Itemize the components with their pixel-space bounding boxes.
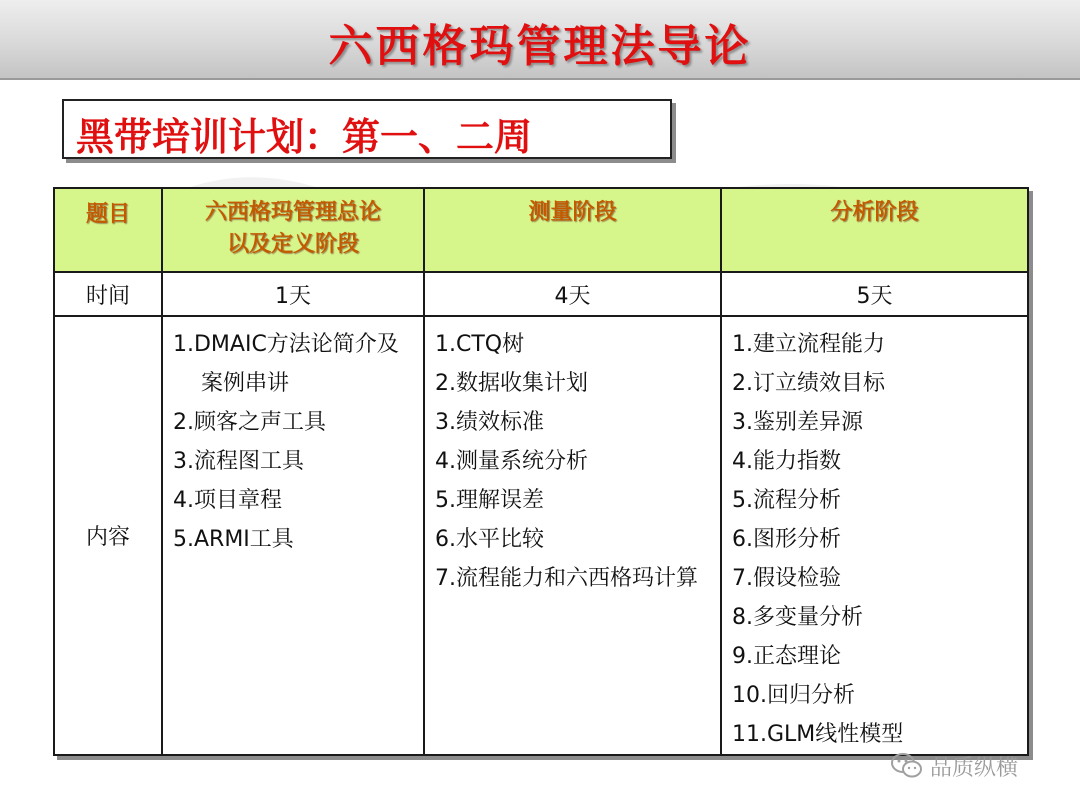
watermark-text: 品质纵横 <box>930 755 1019 781</box>
measure-item-list <box>435 325 714 598</box>
define-item-list <box>173 325 417 559</box>
list-item: 4.能力指数 <box>732 449 841 474</box>
list-item: 5.流程分析 <box>732 488 841 513</box>
page-title: 六西格玛管理法导论 <box>328 21 752 72</box>
subtitle-box <box>62 99 672 159</box>
time-label: 时间 <box>54 272 162 316</box>
list-item: 10.回归分析 <box>732 683 855 708</box>
list-item: 3.鉴别差异源 <box>732 410 863 435</box>
list-item: 6.图形分析 <box>732 527 841 552</box>
wechat-icon <box>890 751 924 781</box>
subtitle: 黑带培训计划：第一、二周 <box>76 115 533 159</box>
time-analyze: 5天 <box>721 272 1028 316</box>
table-row-content <box>54 316 1028 755</box>
list-item: 1.DMAIC方法论简介及案例串讲 <box>173 332 399 396</box>
content-analyze <box>721 316 1028 755</box>
header-measure-phase: 测量阶段 <box>424 188 721 272</box>
list-item: 2.数据收集计划 <box>435 371 588 396</box>
analyze-item-list <box>732 325 1021 754</box>
header-define-phase <box>162 188 424 272</box>
list-item: 7.假设检验 <box>732 566 841 591</box>
list-item: 6.水平比较 <box>435 527 544 552</box>
list-item: 3.流程图工具 <box>173 449 304 474</box>
list-item: 5.理解误差 <box>435 488 544 513</box>
list-item: 11.GLM线性模型 <box>732 722 904 747</box>
list-item: 3.绩效标准 <box>435 410 544 435</box>
header-divider <box>0 78 1080 80</box>
watermark <box>890 748 1060 784</box>
list-item: 4.测量系统分析 <box>435 449 588 474</box>
list-item: 2.顾客之声工具 <box>173 410 326 435</box>
table-row-time <box>54 272 1028 316</box>
header-analyze-phase: 分析阶段 <box>721 188 1028 272</box>
table-header-row <box>54 188 1028 272</box>
header-define-line1: 六西格玛管理总论 <box>204 200 381 225</box>
time-measure: 4天 <box>424 272 721 316</box>
header-topic: 题目 <box>54 188 162 272</box>
content-define <box>162 316 424 755</box>
training-plan-table <box>53 187 1029 756</box>
list-item: 9.正态理论 <box>732 644 841 669</box>
list-item: 4.项目章程 <box>173 488 282 513</box>
list-item: 7.流程能力和六西格玛计算 <box>435 566 698 591</box>
content-label: 内容 <box>54 316 162 755</box>
content-measure <box>424 316 721 755</box>
time-define: 1天 <box>162 272 424 316</box>
list-item: 1.CTQ树 <box>435 332 525 357</box>
list-item: 2.订立绩效目标 <box>732 371 885 396</box>
list-item: 5.ARMI工具 <box>173 527 294 552</box>
list-item: 1.建立流程能力 <box>732 332 885 357</box>
header-define-line2: 以及定义阶段 <box>226 232 359 257</box>
list-item: 8.多变量分析 <box>732 605 863 630</box>
